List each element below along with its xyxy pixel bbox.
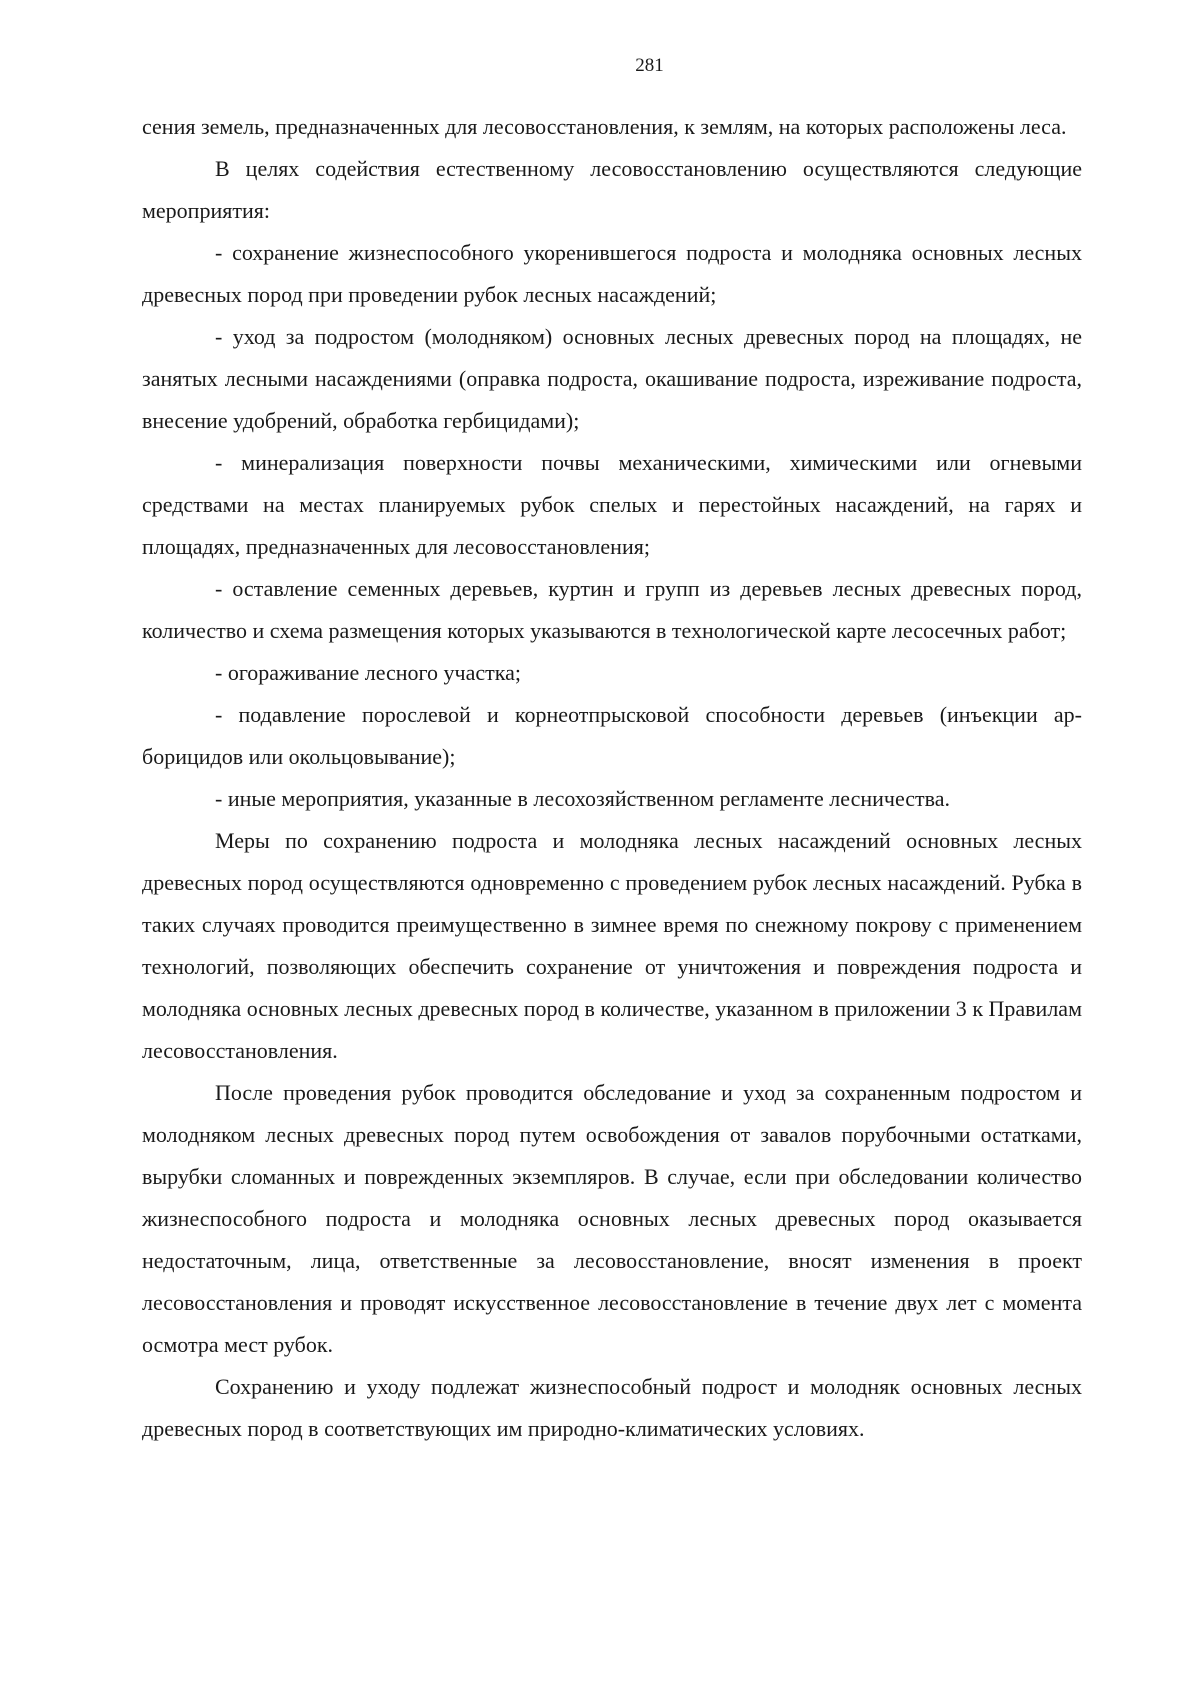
paragraph-intro: В целях содействия естественному лесовосстановлению осуществляются следующие мероприятия: [142,156,1082,223]
list-item: - подавление порослевой и корнеотпрысковой способности деревьев (инъекции арборицидов или окольцовывание); [142,702,1082,769]
page-number: 281 [635,55,664,76]
list-item: - огораживание лесного участка; [215,660,521,685]
document-page [142,50,1082,1450]
document-body [142,106,1082,1450]
paragraph-continuation: сения земель, предназначенных для лесовосстановления, к землям, на которых расположены леса. [142,114,1067,139]
paragraph: Сохранению и уходу подлежат жизнеспособный подрост и молодняк основных лесных древесных пород в соответствующих им природно-климатических условиях. [142,1374,1082,1441]
paragraph: После проведения рубок проводится обследование и уход за сохраненным подростом и молодняком лесных древесных пород путем освобождения от завалов порубочными остатками, вырубки сломанных и поврежденных экземпляров. В случае, если при обследовании количество жизнеспособного подроста и молодняка основных лесных древесных пород оказывается недостаточным, лица, ответственные за лесовосстановление, вносят изменения в проект лесовосстановления и проводят искусственное лесовосстановление в течение двух лет с момента осмотра мест рубок. [142,1080,1082,1357]
list-item: - минерализация поверхности почвы механическими, химическими или огневыми средствами на местах планируемых рубок спелых и перестойных насаждений, на гарях и площадях, предназначенных для лесовосстановления; [142,450,1082,559]
list-item: - сохранение жизнеспособного укоренившегося подроста и молодняка основных лесных древесных пород при проведении рубок лесных насаждений; [142,240,1082,307]
list-item: - уход за подростом (молодняком) основных лесных древесных пород на площадях, не занятых лесными насаждениями (оправка подроста, окашивание подроста, изреживание подроста, внесение удобрений, обработка гербицидами); [142,324,1082,433]
paragraph: Меры по сохранению подроста и молодняка лесных насаждений основных лесных древесных пород осуществляются одновременно с проведением рубок лесных насаждений. Рубка в таких случаях проводится преимущественно в зимнее время по снежному покрову с применением технологий, позволяющих обеспечить сохранение от уничтожения и повреждения подроста и молодняка основных лесных древесных пород в количестве, указанном в приложении 3 к Правилам лесовосстановления. [142,828,1082,1063]
list-item: - оставление семенных деревьев, куртин и групп из деревьев лесных древесных пород, количество и схема размещения которых указываются в технологической карте лесосечных работ; [142,576,1082,643]
list-item: - иные мероприятия, указанные в лесохозяйственном регламенте лесничества. [215,786,951,811]
